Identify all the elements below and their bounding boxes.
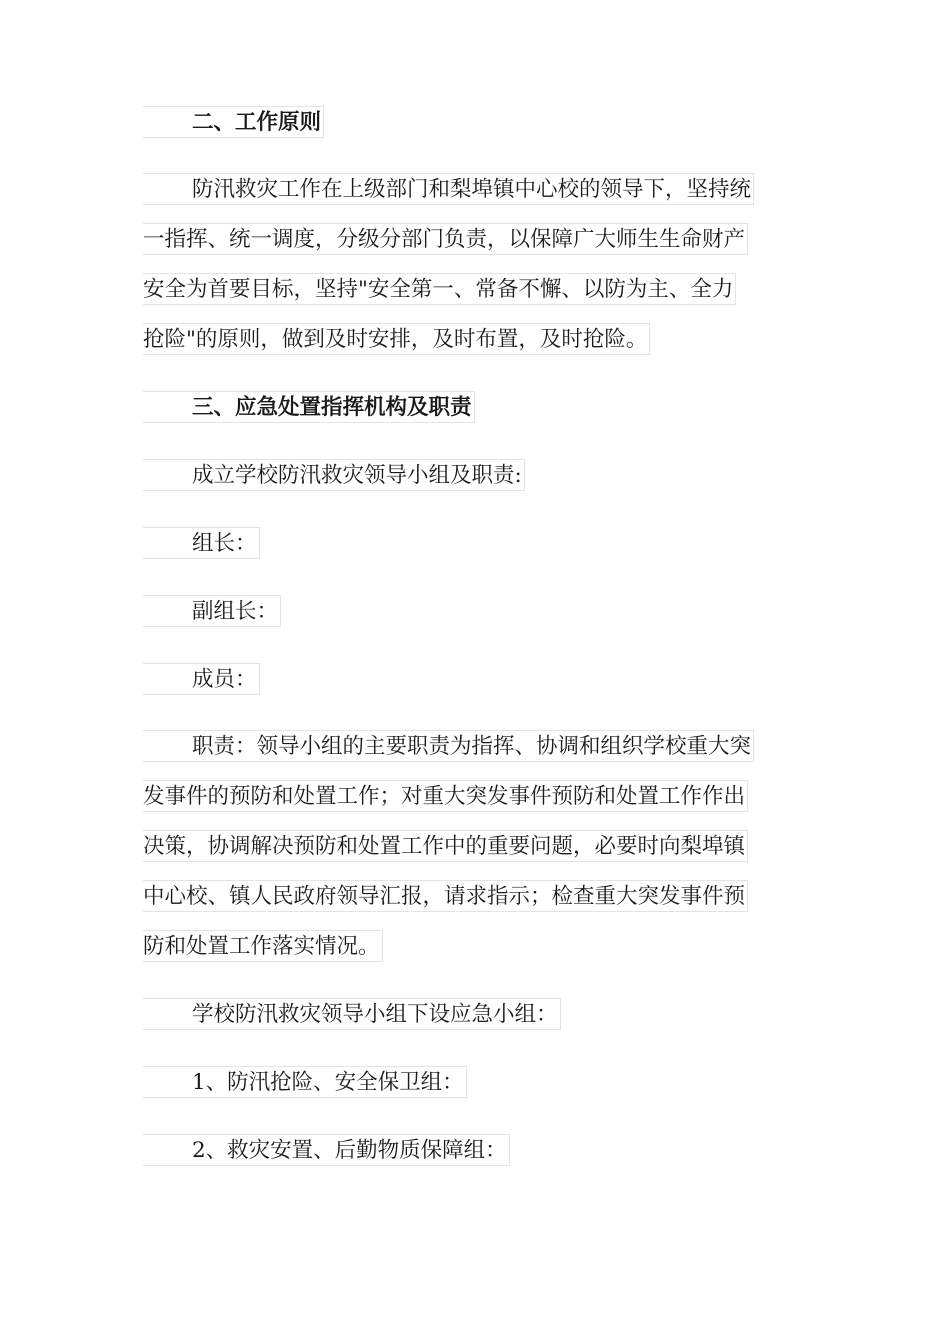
paragraph-line: 学校防汛救灾领导小组下设应急小组： (143, 998, 561, 1030)
paragraph-line: 防和处置工作落实情况。 (143, 930, 383, 962)
paragraph-line: 发事件的预防和处置工作；对重大突发事件预防和处置工作作出 (143, 780, 748, 812)
paragraph-line: 防汛救灾工作在上级部门和梨埠镇中心校的领导下，坚持统 (143, 173, 754, 205)
paragraph-line: 安全为首要目标，坚持"安全第一、常备不懈、以防为主、全力 (143, 273, 736, 305)
members-line: 成员： (143, 663, 260, 695)
list-item: 2、救灾安置、后勤物质保障组： (143, 1134, 510, 1166)
paragraph-line: 成立学校防汛救灾领导小组及职责: (143, 459, 525, 491)
paragraph-line: 一指挥、统一调度，分级分部门负责，以保障广大师生生命财产 (143, 223, 748, 255)
section-heading-principles: 二、工作原则 (143, 106, 324, 138)
paragraph-line: 中心校、镇人民政府领导汇报，请求指示；检查重大突发事件预 (143, 880, 748, 912)
leader-line: 组长： (143, 527, 260, 559)
deputy-leader-line: 副组长： (143, 595, 281, 627)
section-heading-command: 三、应急处置指挥机构及职责 (143, 391, 475, 423)
list-item: 1、防汛抢险、安全保卫组： (143, 1066, 467, 1098)
paragraph-line: 职责：领导小组的主要职责为指挥、协调和组织学校重大突 (143, 730, 754, 762)
paragraph-line: 抢险"的原则，做到及时安排，及时布置，及时抢险。 (143, 323, 650, 355)
paragraph-line: 决策，协调解决预防和处置工作中的重要问题，必要时向梨埠镇 (143, 830, 748, 862)
